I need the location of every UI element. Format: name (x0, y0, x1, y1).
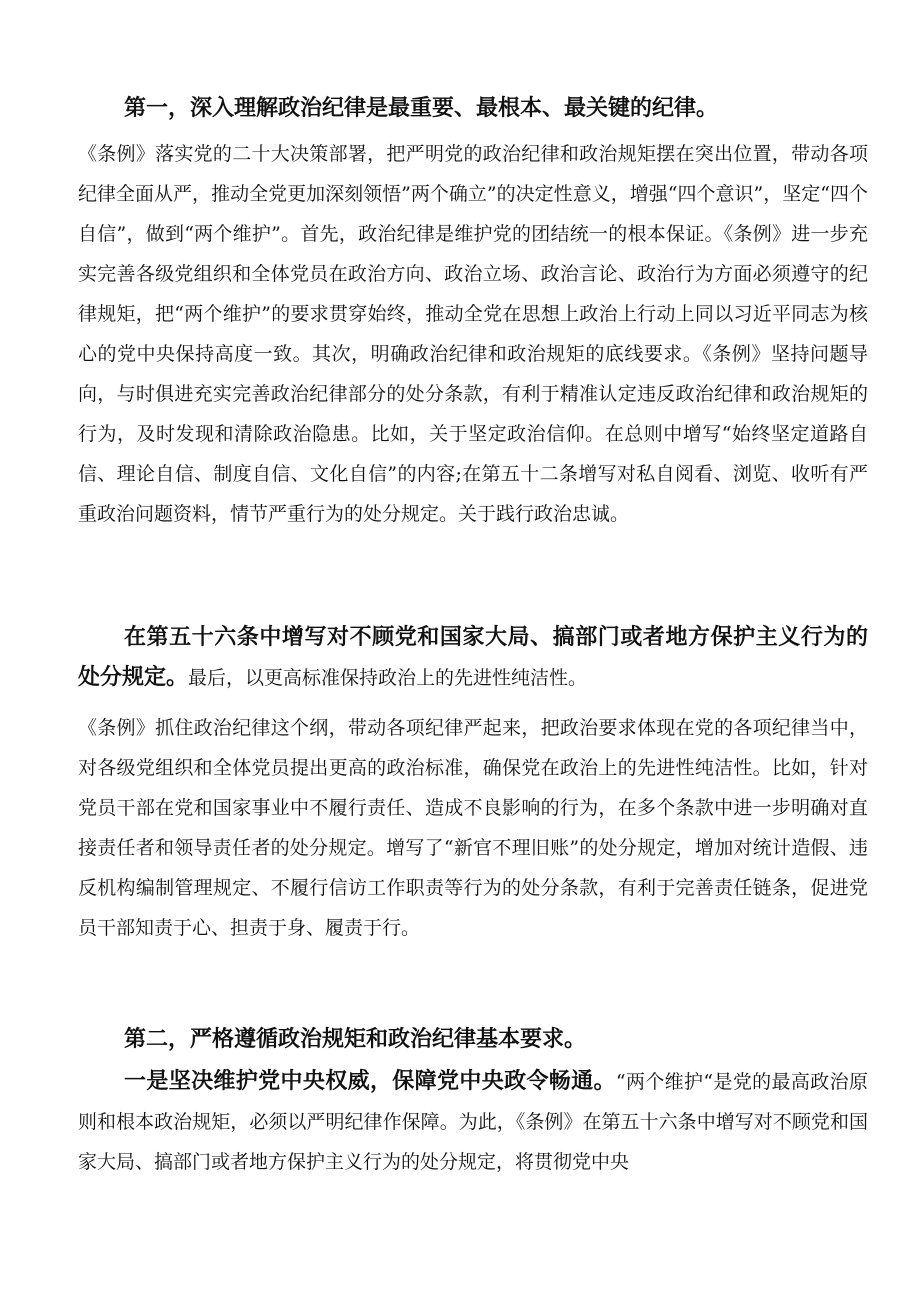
section-heading-1: 第一，深入理解政治纪律是最重要、最根本、最关键的纪律。 (124, 96, 719, 121)
paragraph-4 (78, 1062, 868, 1182)
paragraph-1: 《条例》落实党的二十大决策部署，把严明党的政治纪律和政治规矩摆在突出位置，带动各项纪律全面从严，推动全党更加深刻领悟”两个确立”的决定性意义，增强“四个意识”，坚定“四个自信”，做到“两个维护”。首先，政治纪律是维护党的团结统一的根本保证。《条例》进一步充实完善各级党组织和全体党员在政治方向、政治立场、政治言论、政治行为方面必须遵守的纪律规矩，把“两个维护”的要求贯穿始终，推动全党在思想上政治上行动上同以习近平同志为核心的党中央保持高度一致。其次，明确政治纪律和政治规矩的底线要求。《条例》坚持问题导向，与时俱进充实完善政治纪律部分的处分条款，有利于精准认定违反政治纪律和政治规矩的行为，及时发现和清除政治隐患。比如，关于坚定政治信仰。在总则中增写“始终坚定道路自信、理论自信、制度自信、文化自信”的内容;在第五十二条增写对私自阅看、浏览、收听有严重政治问题资料，情节严重行为的处分规定。关于践行政治忠诚。 (78, 143, 868, 525)
paragraph-2 (78, 618, 868, 698)
paragraph-4-text: “两个维护“是党的最高政治原则和根本政治规矩，必须以严明纪律作保障。为此，《条例》在第五十六条中增写对不顾党和国家大局、搞部门或者地方保护主义行为的处分规定，将贯彻党中央 (78, 1071, 868, 1173)
section-heading-2: 第二，严格遵循政治规矩和政治纪律基本要求。 (124, 1027, 587, 1052)
paragraph-4-bold: 一是坚决维护党中央权威，保障党中央政令畅通。 (124, 1069, 616, 1094)
paragraph-3: 《条例》抓住政治纪律这个纲，带动各项纪律严起来，把政治要求体现在党的各项纪律当中，对各级党组织和全体党员提出更高的政治标准，确保党在政治上的先进性纯洁性。比如，针对党员干部在党和国家事业中不履行责任、造成不良影响的行为，在多个条款中进一步明确对直接责任者和领导责任者的处分规定。增写了“新官不理旧账”的处分规定，增加对统计造假、违反机构编制管理规定、不履行信访工作职责等行为的处分条款，有利于完善责任链条，促进党员干部知责于心、担责于身、履责于行。 (78, 717, 868, 939)
paragraph-2-bold: 在第五十六条中增写对不顾党和国家大局、搞部门或者地方保护主义行为的处分规定。 (78, 625, 868, 690)
paragraph-2-text: 最后，以更高标准保持政治上的先进性纯洁性。 (188, 667, 588, 689)
